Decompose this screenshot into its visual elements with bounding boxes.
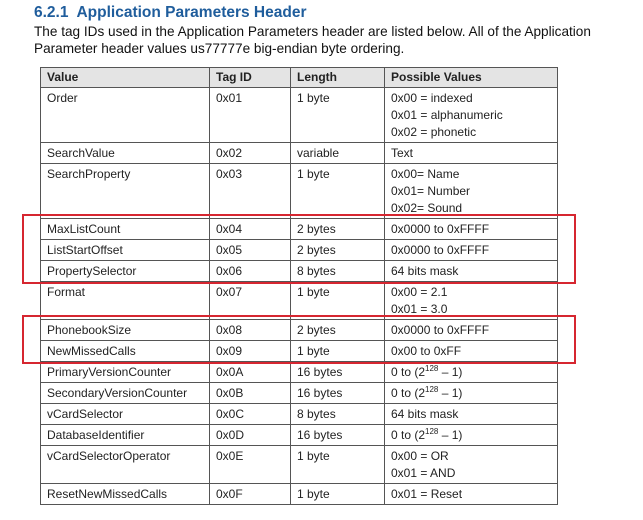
cell-length: 1 byte xyxy=(291,484,385,505)
possible-value-line: 0x0000 to 0xFFFF xyxy=(391,243,490,257)
possible-value-line: 0x00 = OR xyxy=(391,449,449,463)
table-row xyxy=(41,240,558,261)
cell-tag-id: 0x06 xyxy=(210,261,291,282)
cell-length: 16 bytes xyxy=(291,425,385,446)
table-row xyxy=(41,404,558,425)
possible-value-line: 0x01= Number xyxy=(391,184,471,198)
cell-value: PropertySelector xyxy=(41,261,210,282)
possible-value-line: 64 bits mask xyxy=(391,407,459,421)
cell-value: ResetNewMissedCalls xyxy=(41,484,210,505)
cell-possible-values xyxy=(385,88,558,143)
cell-possible-values xyxy=(385,219,558,240)
table-row xyxy=(41,341,558,362)
cell-tag-id: 0x08 xyxy=(210,320,291,341)
cell-tag-id: 0x04 xyxy=(210,219,291,240)
application-parameters-table xyxy=(40,67,558,505)
cell-value: ListStartOffset xyxy=(41,240,210,261)
cell-possible-values xyxy=(385,404,558,425)
cell-possible-values xyxy=(385,320,558,341)
cell-length: 1 byte xyxy=(291,164,385,219)
section-title: Application Parameters Header xyxy=(76,4,307,21)
cell-possible-values xyxy=(385,484,558,505)
cell-possible-values xyxy=(385,362,558,383)
table-header-row xyxy=(41,68,558,88)
section-number: 6.2.1 xyxy=(34,4,69,21)
cell-length: variable xyxy=(291,143,385,164)
table-row xyxy=(41,88,558,143)
cell-value: NewMissedCalls xyxy=(41,341,210,362)
cell-value: Format xyxy=(41,282,210,320)
possible-value-line: 0x00 to 0xFF xyxy=(391,344,462,358)
cell-value: vCardSelectorOperator xyxy=(41,446,210,484)
cell-length: 1 byte xyxy=(291,341,385,362)
table-row xyxy=(41,164,558,219)
intro-paragraph: The tag IDs used in the Application Parameters header are listed below. All of the Application Parameter header values us77777e big-endian byte ordering. xyxy=(34,24,591,56)
section-heading xyxy=(34,4,307,22)
cell-length: 2 bytes xyxy=(291,320,385,341)
cell-possible-values xyxy=(385,164,558,219)
cell-tag-id: 0x07 xyxy=(210,282,291,320)
cell-length: 2 bytes xyxy=(291,219,385,240)
cell-tag-id: 0x03 xyxy=(210,164,291,219)
header-possible-values: Possible Values xyxy=(385,68,558,88)
cell-possible-values xyxy=(385,240,558,261)
possible-value-line: 0x00 = indexed xyxy=(391,91,473,105)
possible-value-line: 0x02= Sound xyxy=(391,201,463,215)
header-length: Length xyxy=(291,68,385,88)
table-row xyxy=(41,362,558,383)
possible-value-line: 0x01 = Reset xyxy=(391,487,463,501)
cell-possible-values xyxy=(385,425,558,446)
header-value: Value xyxy=(41,68,210,88)
table-row xyxy=(41,261,558,282)
cell-tag-id: 0x0C xyxy=(210,404,291,425)
possible-value-line: 0x00 = 2.1 xyxy=(391,285,448,299)
cell-length: 1 byte xyxy=(291,88,385,143)
cell-tag-id: 0x0E xyxy=(210,446,291,484)
cell-possible-values xyxy=(385,143,558,164)
cell-value: MaxListCount xyxy=(41,219,210,240)
table-row xyxy=(41,484,558,505)
cell-tag-id: 0x0D xyxy=(210,425,291,446)
cell-tag-id: 0x05 xyxy=(210,240,291,261)
possible-value-line: 0x0000 to 0xFFFF xyxy=(391,323,490,337)
cell-length: 8 bytes xyxy=(291,404,385,425)
possible-value-line: 64 bits mask xyxy=(391,264,459,278)
cell-possible-values xyxy=(385,341,558,362)
table-row xyxy=(41,143,558,164)
table-row xyxy=(41,282,558,320)
possible-value-line: 0x00= Name xyxy=(391,167,460,181)
header-tag-id: Tag ID xyxy=(210,68,291,88)
cell-value: DatabaseIdentifier xyxy=(41,425,210,446)
possible-value-line: 0 to $(2^{128} - 1)$ xyxy=(391,385,463,400)
cell-tag-id: 0x0B xyxy=(210,383,291,404)
table-row xyxy=(41,446,558,484)
cell-tag-id: 0x09 xyxy=(210,341,291,362)
possible-value-line: Text xyxy=(391,146,414,160)
cell-length: 1 byte xyxy=(291,282,385,320)
table-row xyxy=(41,320,558,341)
cell-possible-values xyxy=(385,383,558,404)
table-row xyxy=(41,425,558,446)
cell-tag-id: 0x01 xyxy=(210,88,291,143)
possible-value-line: 0x01 = AND xyxy=(391,466,456,480)
possible-value-line: 0x0000 to 0xFFFF xyxy=(391,222,490,236)
table-row xyxy=(41,383,558,404)
cell-value: SearchProperty xyxy=(41,164,210,219)
cell-value: SearchValue xyxy=(41,143,210,164)
table-row xyxy=(41,219,558,240)
cell-value: vCardSelector xyxy=(41,404,210,425)
cell-possible-values xyxy=(385,261,558,282)
possible-value-line: 0 to $(2^{128} - 1)$ xyxy=(391,364,463,379)
cell-possible-values xyxy=(385,446,558,484)
cell-value: SecondaryVersionCounter xyxy=(41,383,210,404)
cell-length: 8 bytes xyxy=(291,261,385,282)
possible-value-line: 0 to $(2^{128} - 1)$ xyxy=(391,427,463,442)
cell-tag-id: 0x02 xyxy=(210,143,291,164)
possible-value-line: 0x01 = alphanumeric xyxy=(391,108,503,122)
cell-length: 16 bytes xyxy=(291,362,385,383)
cell-value: Order xyxy=(41,88,210,143)
cell-value: PhonebookSize xyxy=(41,320,210,341)
possible-value-line: 0x01 = 3.0 xyxy=(391,302,448,316)
possible-value-line: 0x02 = phonetic xyxy=(391,125,477,139)
cell-length: 2 bytes xyxy=(291,240,385,261)
cell-possible-values xyxy=(385,282,558,320)
cell-length: 1 byte xyxy=(291,446,385,484)
cell-value: PrimaryVersionCounter xyxy=(41,362,210,383)
cell-tag-id: 0x0A xyxy=(210,362,291,383)
cell-tag-id: 0x0F xyxy=(210,484,291,505)
cell-length: 16 bytes xyxy=(291,383,385,404)
